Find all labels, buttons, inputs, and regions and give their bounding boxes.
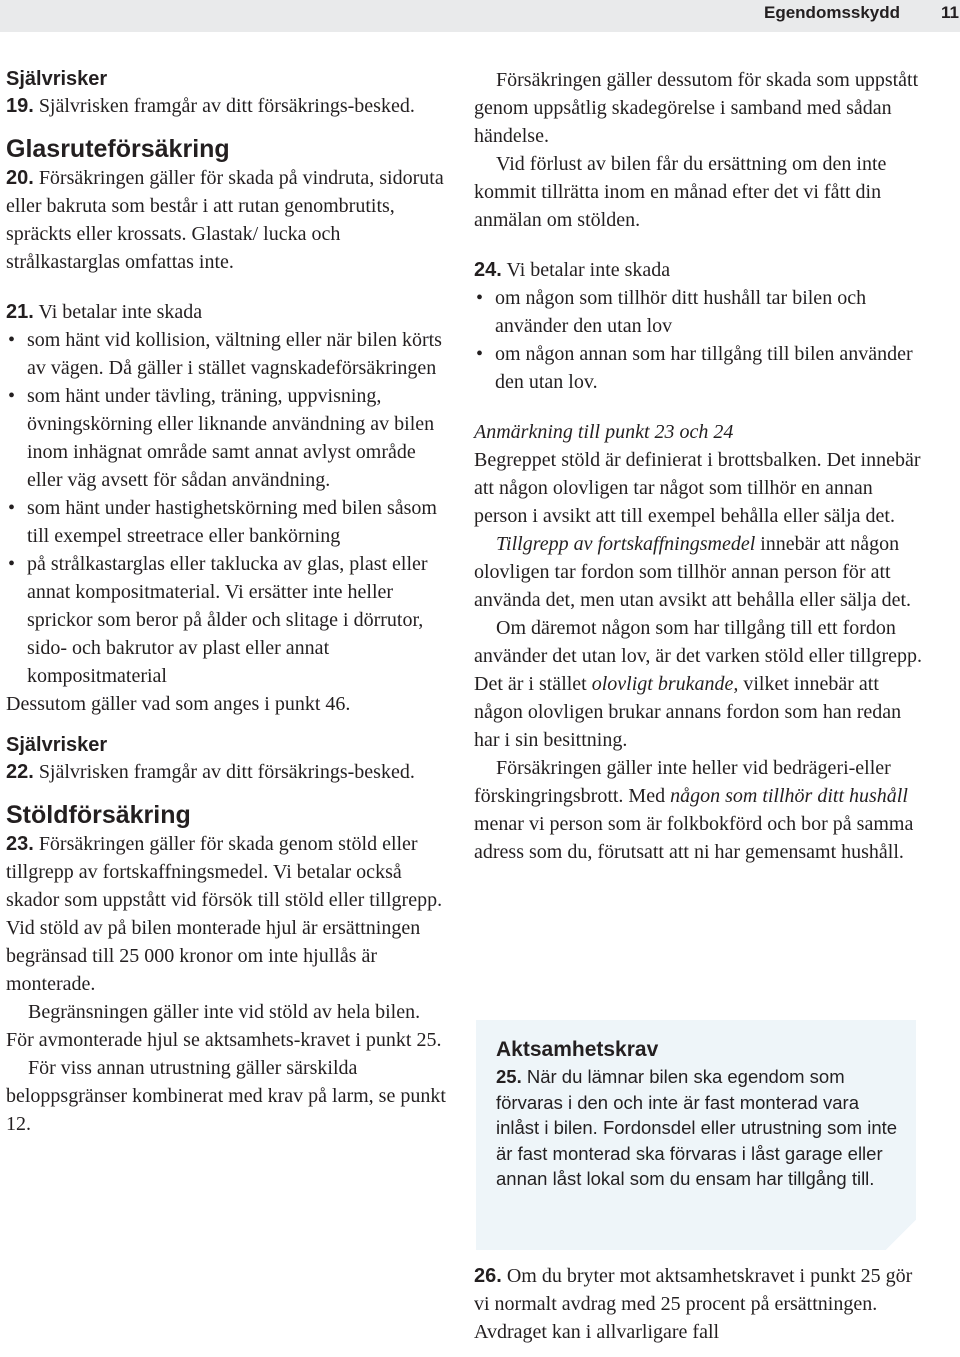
clause-24 xyxy=(474,256,924,284)
exclusion-list-21 xyxy=(6,326,448,690)
clause-number: 23. xyxy=(6,833,34,855)
heading-stoldforsakring: Stöldförsäkring xyxy=(6,801,191,829)
clause-21-tail: Dessutom gäller vad som anges i punkt 46. xyxy=(6,693,351,715)
exclusion-list-24 xyxy=(474,284,924,396)
clause-text: Om du bryter mot aktsamhetskravet i punkt 25 gör vi normalt avdrag med 25 procent på ersättningen. Avdraget kan i allvarligare fall xyxy=(474,1265,913,1343)
note-title: Anmärkning till punkt 23 och 24 xyxy=(474,421,734,443)
right-column xyxy=(474,66,924,866)
clause-20 xyxy=(6,164,448,276)
clause-25 xyxy=(496,1064,904,1192)
list-item: • om någon annan som har tillgång till bilen använder den utan lov. xyxy=(476,343,913,393)
heading-glasruteforsakring: Glasruteförsäkring xyxy=(6,135,230,163)
list-item: • som hänt under hastighetskörning med bilen såsom till exempel streetrace eller bankörning xyxy=(8,497,437,547)
note-olovligt-brukande: Om däremot någon som har tillgång till ett fordon använder det utan lov, är det varken stöld eller tillgrepp. Det är i stället olovligt brukande, vilket innebär att någon olovligen brukar annans fordon som han redan har i sin besittning. xyxy=(474,617,922,751)
clause-text: När du lämnar bilen ska egendom som förvaras i den och inte är fast monterad vara inlåst i bilen. Fordonsdel eller utrustning som inte är fast monterad ska förvaras i låst garage eller annan låst lokal som du ensam har tillgång till. xyxy=(496,1066,898,1189)
page-number: 11 xyxy=(941,3,959,22)
clause-21 xyxy=(6,298,448,326)
clause-text: Vi betalar inte skada xyxy=(501,259,671,281)
heading-sjalvrisker-1: Självrisker xyxy=(6,68,108,90)
clause-26 xyxy=(474,1262,920,1346)
list-item: • om någon som tillhör ditt hushåll tar bilen och använder den utan lov xyxy=(476,287,867,337)
clause-number: 20. xyxy=(6,167,34,189)
section-title: Egendomsskydd xyxy=(764,3,901,22)
clause-number: 24. xyxy=(474,259,502,281)
clause-text: Försäkringen gäller för skada genom stöld eller tillgrepp av fortskaffningsmedel. Vi betalar också skador som uppstått vid försök till stöld eller tillgrepp. Vid stöld av på bilen monterade hjul är ersättningen begränsad till 25 000 kronor om inte hjullås är monterade. xyxy=(6,833,443,995)
clause-number: 22. xyxy=(6,761,34,783)
clause-text: Självrisken framgår av ditt försäkrings-besked. xyxy=(33,761,415,783)
clause-22 xyxy=(6,758,448,786)
clause-23-equipment: För viss annan utrustning gäller särskilda beloppsgränser kombinerat med krav på larm, se punkt 12. xyxy=(6,1057,446,1135)
page-fold-corner xyxy=(886,1220,916,1250)
list-item: • som hänt vid kollision, vältning eller när bilen körts av vägen. Då gäller i stället vagnskadeförsäkringen xyxy=(8,329,442,379)
theft-continuation-1: Försäkringen gäller dessutom för skada som uppstått genom uppsåtlig skadegörelse i samband med sådan händelse. xyxy=(474,69,919,147)
clause-23-limitation: Begränsningen gäller inte vid stöld av hela bilen. För avmonterade hjul se aktsamhets-kravet i punkt 25. xyxy=(6,1001,442,1051)
clause-number: 26. xyxy=(474,1265,502,1287)
aktsamhetskrav-box xyxy=(476,1020,916,1250)
note-hushall: Försäkringen gäller inte heller vid bedrägeri-eller förskingringsbrott. Med någon som tillhör ditt hushåll menar vi person som är folkbokförd och bor på samma adress som du, förutsatt att ni har gemensamt hushåll. xyxy=(474,757,914,863)
clause-text: Försäkringen gäller för skada på vindruta, sidoruta eller bakruta som består i att rutan genombrutits, spräckts eller krossats. Glastak/ lucka och strålkastarglas omfattas inte. xyxy=(6,167,444,273)
heading-sjalvrisker-2: Självrisker xyxy=(6,734,108,756)
theft-continuation-2: Vid förlust av bilen får du ersättning om den inte kommit tillrätta inom en månad efter det vi fått din anmälan om stölden. xyxy=(474,153,887,231)
clause-number: 21. xyxy=(6,301,34,323)
clause-23 xyxy=(6,830,448,998)
clause-19 xyxy=(6,92,448,120)
aside-heading: Aktsamhetskrav xyxy=(496,1038,659,1061)
note-tillgrepp: Tillgrepp av fortskaffningsmedel innebär att någon olovligen tar fordon som tillhör annan person för att använda det, men utan avsikt att behålla eller sälja det. xyxy=(474,533,912,611)
note-definition: Begreppet stöld är definierat i brottsbalken. Det innebär att någon olovligen tar något som tillhör en annan person i avsikt att till exempel behålla eller sälja det. xyxy=(474,449,921,527)
list-item: • på strålkastarglas eller taklucka av glas, plast eller annat kompositmaterial. Vi ersätter inte heller sprickor som beror på ålder och slitage i dörrutor, sido- och bakrutor av plast eller annat kompositmaterial xyxy=(8,553,428,687)
clause-text: Självrisken framgår av ditt försäkrings-besked. xyxy=(33,95,415,117)
list-item: • som hänt under tävling, träning, uppvisning, övningskörning eller liknande användning av bilen inom inhägnat område samt annat avlyst område eller väg avsett för sådan användning. xyxy=(8,385,435,491)
clause-number: 19. xyxy=(6,95,34,117)
left-column xyxy=(6,66,448,1138)
clause-text: Vi betalar inte skada xyxy=(33,301,203,323)
clause-number: 25. xyxy=(496,1066,522,1087)
